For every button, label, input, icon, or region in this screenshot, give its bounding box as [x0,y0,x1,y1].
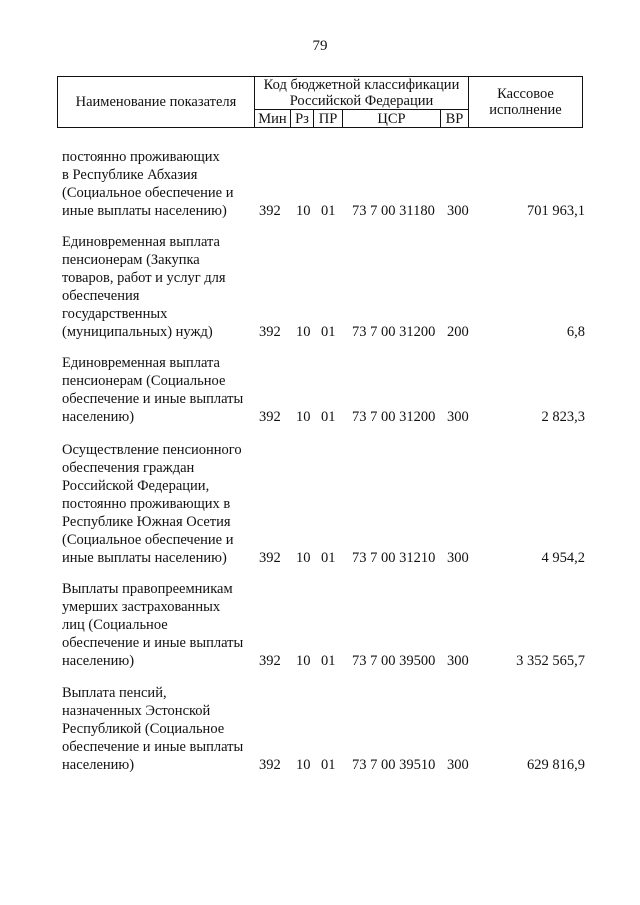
row-pr: 01 [321,203,336,219]
row-rz: 10 [296,324,311,340]
row-vr: 300 [447,409,469,425]
row-csr: 73 7 00 31180 [352,203,435,219]
row-amount: 3 352 565,7 [516,653,585,669]
row-amount: 629 816,9 [527,757,585,773]
row-csr: 73 7 00 31200 [352,324,436,340]
row-min: 392 [259,550,281,566]
row-pr: 01 [321,550,336,566]
table-row [0,580,640,670]
row-rz: 10 [296,203,311,219]
header-execution: Кассовое исполнение [469,77,583,128]
table-row [0,354,640,426]
row-rz: 10 [296,409,311,425]
table-header [57,76,583,128]
table-row [0,441,640,567]
row-rz: 10 [296,550,311,566]
row-name: Выплаты правопреемникам умерших застрахованных лиц (Социальное обеспечение и иные выплаты населению) [62,581,244,669]
row-csr: 73 7 00 31200 [352,409,436,425]
row-min: 392 [259,409,281,425]
row-min: 392 [259,757,281,773]
table-row [0,233,640,341]
row-vr: 300 [447,653,469,669]
header-col-vr: ВР [441,110,469,128]
row-csr: 73 7 00 39510 [352,757,436,773]
header-budget-code: Код бюджетной классификации Российской Федерации [255,77,469,110]
row-csr: 73 7 00 39500 [352,653,436,669]
row-name: Единовременная выплата пенсионерам (Закупка товаров, работ и услуг для обеспечения государственных (муниципальных) нужд) [62,234,226,340]
header-col-min: Мин [255,110,291,128]
row-vr: 300 [447,757,469,773]
row-amount: 701 963,1 [527,203,585,219]
row-min: 392 [259,653,281,669]
row-name: Осуществление пенсионного обеспечения граждан Российской Федерации, постоянно проживающих в Республике Южная Осетия (Социальное обеспечение и иные выплаты населению) [62,442,242,566]
row-pr: 01 [321,409,336,425]
table-row [0,684,640,774]
header-col-rz: Рз [291,110,314,128]
row-vr: 300 [447,550,469,566]
page-number: 79 [312,38,328,54]
table-row [0,148,640,220]
row-name: постоянно проживающих в Республике Абхазия (Социальное обеспечение и иные выплаты населению) [62,149,234,219]
row-amount: 4 954,2 [541,550,585,566]
row-vr: 300 [447,203,469,219]
row-rz: 10 [296,653,311,669]
row-rz: 10 [296,757,311,773]
row-amount: 6,8 [566,324,585,340]
row-amount: 2 823,3 [541,409,585,425]
row-csr: 73 7 00 31210 [352,550,436,566]
header-name: Наименование показателя [58,77,255,128]
row-min: 392 [259,203,281,219]
row-pr: 01 [321,653,336,669]
header-col-csr: ЦСР [343,110,441,128]
row-min: 392 [259,324,281,340]
header-col-pr: ПР [314,110,343,128]
row-name: Единовременная выплата пенсионерам (Социальное обеспечение и иные выплаты населению) [62,355,244,425]
row-pr: 01 [321,757,336,773]
row-vr: 200 [447,324,469,340]
row-name: Выплата пенсий, назначенных Эстонской Республикой (Социальное обеспечение и иные выплаты населению) [62,685,244,773]
row-pr: 01 [321,324,336,340]
